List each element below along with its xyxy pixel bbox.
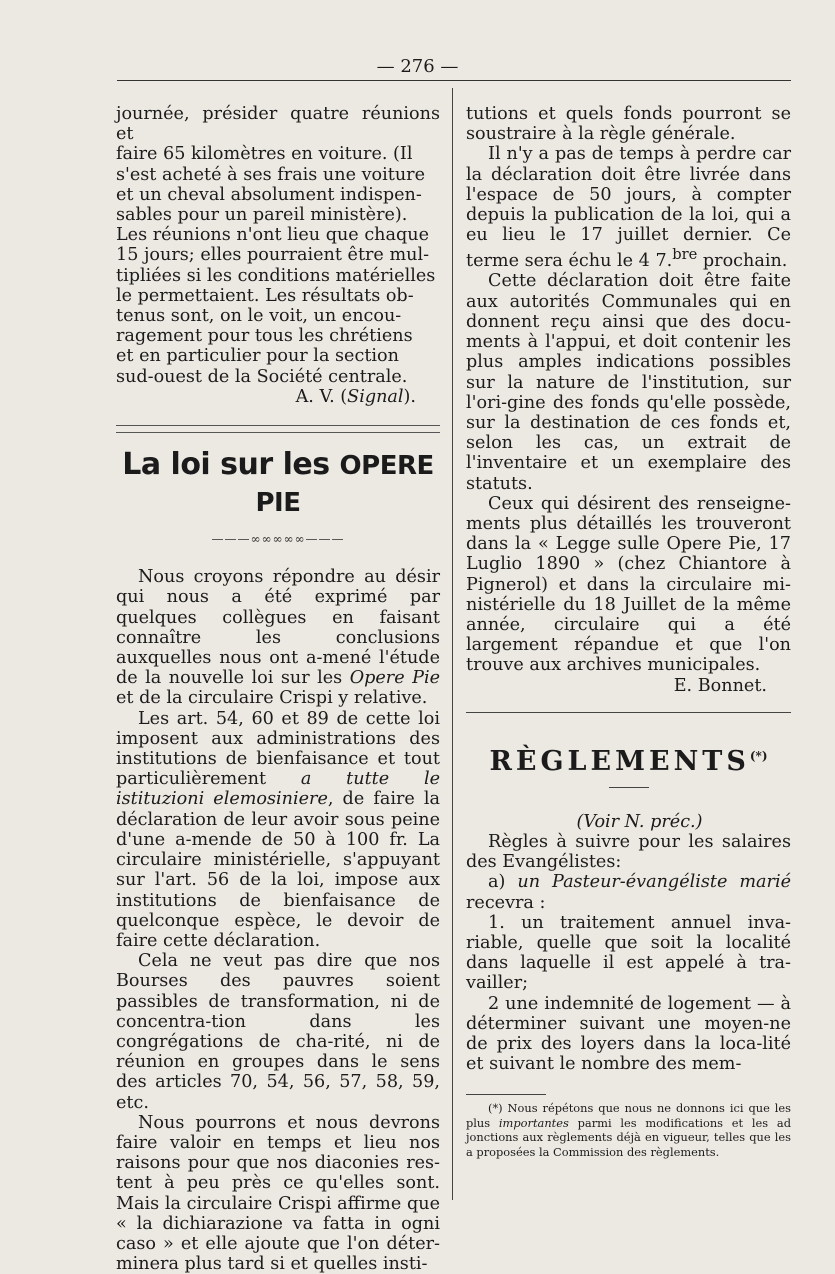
- continued-line: ragement pour tous les chrétiens: [116, 326, 413, 347]
- article-paragraph: Nous croyons répondre au désir qui nous a été exprimé par quelques collègues en faisant connaître les conclusions auxquelles nous ont a-mené l'étude de la nouvelle loi sur les Opere Pie et de la circulaire Crispi y relative.: [116, 567, 440, 709]
- continued-line: journée, présider quatre réunions et: [116, 104, 440, 145]
- rules-intro: Règles à suivre pour les salaires des Evangélistes:: [466, 831, 791, 873]
- continued-line: 15 jours; elles pourraient être mul-: [116, 245, 430, 266]
- signature-av: A. V. (Signal).: [295, 386, 416, 407]
- continued-line: s'est acheté à ses frais une voiture: [116, 164, 425, 185]
- continued-article: [116, 104, 440, 407]
- section-title: RÈGLEMENTS(*): [489, 745, 768, 777]
- article-paragraph: Nous pourrons et nous devrons faire valoir en temps et lieu nos raisons pour que nos diaconies res-tent à peu près ce qu'elles sont. Mais la circulaire Crispi affirme que « la dichiarazione va fatta in ogni caso » et elle ajoute que l'on déter-minera plus tard si et quelles insti-: [116, 1112, 440, 1274]
- continued-line: faire 65 kilomètres en voiture. (Il: [116, 144, 413, 165]
- article-title: La loi sur les OPERE PIE: [122, 447, 434, 519]
- continued-line: tenus sont, on le voit, un encou-: [116, 306, 402, 327]
- rule-item-2: 2 une indemnité de logement — à déterminer suivant une moyen-ne de prix des loyers dans la loca-lité et suivant le nombre des mem-: [466, 993, 791, 1075]
- title-ornament: ———∞∞∞∞∞———: [211, 532, 345, 547]
- continued-line: sud-ouest de la Société centrale.: [116, 366, 408, 387]
- article-paragraph: Ceux qui désirent des renseigne-ments plus détaillés les trouveront dans la « Legge sulle Opere Pie, 17 Luglio 1890 » (chez Chiantore à Pignerol) et dans la circulaire mi-nistérielle du 18 Juillet de la même année, circulaire qui a été largement répandue et que l'on trouve aux archives municipales.: [466, 493, 791, 676]
- section-double-rule: [116, 425, 440, 433]
- right-column: [466, 104, 791, 1159]
- rule-item-1: 1. un traitement annuel inva-riable, quelle que soit la localité dans laquelle il est appelé à tra-vailler;: [466, 912, 791, 994]
- footnote-reference: (*): [749, 748, 768, 763]
- rule-item-a: a) un Pasteur-évangéliste marié recevra :: [466, 872, 791, 913]
- article-paragraph: Cela ne veut pas dire que nos Bourses des pauvres soient passibles de transformation, ni de concentra-tion dans les congrégations de cha-rité, ni de réunion en groupes dans le sens des articles 70, 54, 56, 57, 58, 59, etc.: [116, 951, 440, 1113]
- article-paragraph: Les art. 54, 60 et 89 de cette loi imposent aux administrations des institutions de bienfaisance et tout particulièrement a tutte le istituzioni elemosiniere, de faire la déclaration de leur avoir sous peine d'une a-mende de 50 à 100 fr. La circulaire ministérielle, s'appuyant sur l'art. 56 de la loi, impose aux institutions de bienfaisance de quelconque espèce, le devoir de faire cette déclaration.: [116, 708, 440, 951]
- title-short-rule: [609, 787, 649, 788]
- continued-line: et en particulier pour la section: [116, 346, 399, 367]
- continued-line: sables pour un pareil ministère).: [116, 205, 408, 226]
- continued-line: Les réunions n'ont lieu que chaque: [116, 225, 429, 246]
- continued-line: tipliées si les conditions matérielles: [116, 265, 436, 286]
- section-rule: [466, 712, 791, 713]
- article-paragraph: Il n'y a pas de temps à perdre car la déclaration doit être livrée dans l'espace de 50 jours, à compter depuis la publication de la loi, qui a eu lieu le 17 juillet dernier. Ce terme sera échu le 4 7.$^{bre}$ prochain.: [466, 144, 791, 272]
- column-divider: [452, 88, 453, 1200]
- page-number: — 276 —: [376, 56, 459, 77]
- see-previous-note: (Voir N. préc.): [576, 811, 703, 832]
- footnote-rule: [466, 1094, 546, 1095]
- article-paragraph: tutions et quels fonds pourront se soustraire à la règle générale.: [466, 104, 791, 145]
- left-column: [116, 104, 440, 1274]
- article-paragraph: Cette déclaration doit être faite aux autorités Communales qui en donnent reçu ainsi que des docu-ments à l'appui, et doit contenir les plus amples indications possibles sur la nature de l'institution, sur l'ori-gine des fonds qu'elle possède, sur la destination de ces fonds et, selon les cas, un extrait de l'inventaire et un exemplaire des statuts.: [466, 271, 791, 494]
- header-rule: [117, 80, 791, 81]
- continued-line: et un cheval absolument indispen-: [116, 184, 422, 205]
- footnote: (*) Nous répétons que nous ne donnons ici que les plus importantes parmi les modifications et les ad jonctions aux règlements déjà en vigueur, telles que les a proposées la Commission des règlements.: [466, 1101, 791, 1159]
- continued-line: le permettaient. Les résultats ob-: [116, 285, 414, 306]
- signature-source: Signal: [347, 386, 404, 407]
- signature-bonnet: E. Bonnet.: [673, 675, 767, 696]
